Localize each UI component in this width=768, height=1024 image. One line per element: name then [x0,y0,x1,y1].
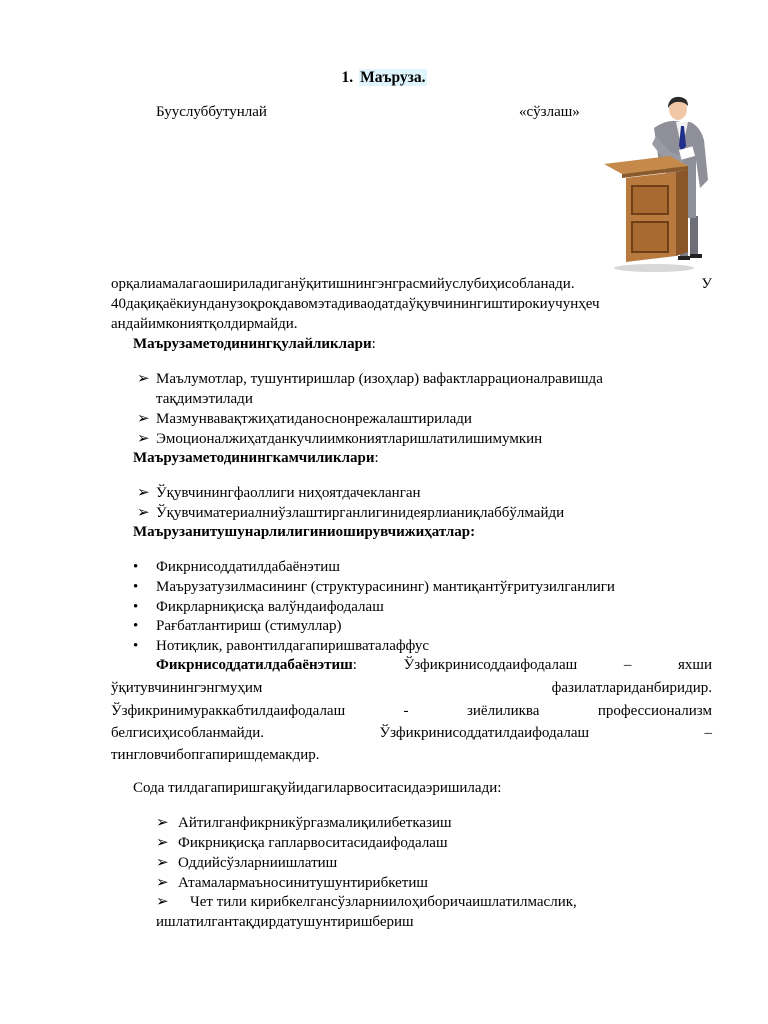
plain-item-2: Фикрниқисқа гапларвоситасидаифодалаш [178,835,448,851]
simple-paragraph-line-5: тингловчибопгапиришдемакдир. [111,747,320,763]
intro-paragraph-line-2: 40дақиқаёкиунданузоқроқдавомэтадиваодатдаўқувчинингиштирокиучунҳеч [111,296,600,312]
features-heading: Маърузаметодинингқулайликлари: [133,336,376,352]
arrow-bullet-icon: ➢ [156,875,169,891]
dot-bullet-icon: • [133,579,139,595]
features-item-3: Эмоционалжиҳатданкучлиимкониятларишлатилишимумкин [156,431,543,447]
success-item-4: Рағбатлантириш (стимуллар) [156,618,342,634]
drawbacks-item-1: Ўқувчинингфаоллиги ниҳоятдачекланган [156,485,421,501]
lecturer-podium-illustration [596,96,714,274]
arrow-bullet-icon: ➢ [156,835,169,851]
intro-right-word: «сўзлаш» [519,104,580,120]
arrow-bullet-icon: ➢ [156,815,169,831]
simple-paragraph-line-2: ўқитувчинингэнгмуҳим фазилатлариданбиридир. [111,680,712,696]
plain-item-4: Атамалармаъносинитушунтирибкетиш [178,875,428,891]
dot-bullet-icon: • [133,638,139,654]
success-item-2: Маърузатузилмасининг (структурасининг) мантиқантўғритузилганлиги [156,579,615,595]
intro-left-word: Бууслуббутунлай [156,104,267,120]
plain-item-5-line-1: Чет тили кирибкелгансўзларниилоҳиборичаишлатилмаслик, [190,894,577,910]
page-title [0,68,768,88]
plain-item-1: Айтилганфикрникўргазмалиқилибетказиш [178,815,452,831]
simple-paragraph-line-4: белгисиҳисобланмайди. Ўзфикринисоддатилдаифодалаш – [111,725,712,741]
drawbacks-heading: Маърузаметодинингкамчиликлари: [133,450,379,466]
arrow-bullet-icon: ➢ [137,505,150,521]
arrow-bullet-icon: ➢ [137,431,150,447]
intro-paragraph-line-3: андайимкониятқолдирмайди. [111,316,298,332]
arrow-bullet-icon: ➢ [137,411,150,427]
success-item-1: Фикрнисоддатилдабаёнэтиш [156,559,340,575]
simple-paragraph-line-3: Ўзфикринимураккабтилдаифодалаш - зиёлиликва профессионализм [111,703,712,719]
dot-bullet-icon: • [133,618,139,634]
features-item-2: Мазмунвавақтжиҳатиданоснонрежалаштирилади [156,411,472,427]
plain-intro: Сода тилдагапиришгақуйидагиларвоситасидаэришилади: [133,780,502,796]
dot-bullet-icon: • [133,559,139,575]
intro-paragraph-line-1: орқалиамалагаошириладиганўқитишнингэнграсмийуслубиҳисобланади. У [111,276,712,292]
dot-bullet-icon: • [133,599,139,615]
plain-item-3: Оддийсўзларниишлатиш [178,855,338,871]
arrow-bullet-icon: ➢ [137,485,150,501]
success-heading: Маърузанитушунарлилигиниоширувчижиҳатлар: [133,524,476,540]
success-item-5: Нотиқлик, равонтилдагапиришваталаффус [156,638,430,654]
arrow-bullet-icon: ➢ [156,855,169,871]
arrow-bullet-icon: ➢ [137,371,150,387]
features-item-1-line-1: Маълумотлар, тушунтиришлар (изоҳлар) вафактларрационалравишда [156,371,603,387]
heading-number: 1. [341,69,354,86]
success-item-3: Фикрларниқисқа валўндаифодалаш [156,599,384,615]
plain-item-5-line-2: ишлатилгантақдирдатушунтиришбериш [156,914,414,930]
heading-text: Маъруза. [360,69,426,86]
arrow-bullet-icon: ➢ [156,894,169,910]
drawbacks-item-2: Ўқувчиматериалниўзлаштирганлигинидеярлианиқлаббўлмайди [156,505,565,521]
simple-paragraph-line-1: Фикрнисоддатилдабаёнэтиш: Ўзфикринисоддаифодалаш – яхши [156,657,712,673]
features-item-1-line-2: тақдимэтилади [156,391,253,407]
